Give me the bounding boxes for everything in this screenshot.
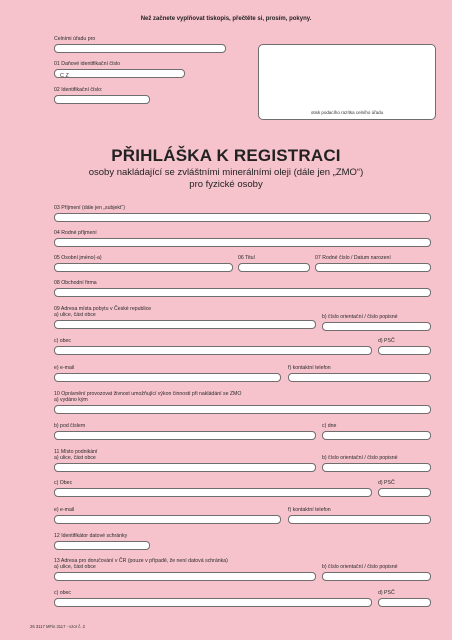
residence-header: 09 Adresa místa pobytu v České republice bbox=[54, 306, 152, 312]
tax-id-prefix: C Z bbox=[60, 73, 69, 79]
residence-house-no-field[interactable] bbox=[322, 322, 431, 331]
academic-title-field[interactable] bbox=[238, 263, 310, 272]
business-street-field[interactable] bbox=[54, 463, 316, 472]
customs-office-label: Celními úřadu pro bbox=[54, 36, 96, 42]
license-date-field[interactable] bbox=[322, 431, 431, 440]
delivery-city-field[interactable] bbox=[54, 598, 372, 607]
delivery-zip-field[interactable] bbox=[378, 598, 431, 607]
license-issued-by-field[interactable] bbox=[54, 405, 431, 414]
birth-surname-label: 04 Rodné příjmení bbox=[54, 230, 97, 236]
residence-city-field[interactable] bbox=[54, 346, 372, 355]
residence-zip-field[interactable] bbox=[378, 346, 431, 355]
business-city-label: c) Obec bbox=[54, 480, 73, 486]
business-city-field[interactable] bbox=[54, 488, 372, 497]
birth-number-label: 07 Rodné číslo / Datum narození bbox=[315, 255, 391, 261]
tax-id-label: 01 Daňové identifikační číslo bbox=[54, 61, 121, 67]
trade-name-field[interactable] bbox=[54, 288, 431, 297]
license-number-field[interactable] bbox=[54, 431, 316, 440]
business-house-no-field[interactable] bbox=[322, 463, 431, 472]
trade-name-label: 08 Obchodní firma bbox=[54, 280, 97, 286]
academic-title-label: 06 Titul bbox=[238, 255, 255, 261]
id-number-field[interactable] bbox=[54, 95, 150, 104]
birth-number-field[interactable] bbox=[315, 263, 431, 272]
surname-label: 03 Příjmení (dále jen „subjekt“) bbox=[54, 205, 125, 211]
business-zip-field[interactable] bbox=[378, 488, 431, 497]
residence-phone-label: f) kontaktní telefon bbox=[288, 365, 331, 371]
first-names-field[interactable] bbox=[54, 263, 233, 272]
business-street-label: a) ulice, část obce bbox=[54, 455, 96, 461]
business-phone-field[interactable] bbox=[288, 515, 431, 524]
business-zip-label: d) PSČ bbox=[378, 480, 395, 486]
business-phone-label: f) kontaktní telefon bbox=[288, 507, 331, 513]
residence-zip-label: d) PSČ bbox=[378, 338, 395, 344]
stamp-label: otisk podacího razítka celního úřadu bbox=[310, 110, 384, 115]
form-footer-code: 25 3117 MFin 3117 - vzor č. 2 bbox=[30, 624, 86, 629]
residence-email-field[interactable] bbox=[54, 373, 281, 382]
customs-office-field[interactable] bbox=[54, 44, 226, 53]
tax-id-field[interactable] bbox=[54, 69, 185, 78]
id-number-label: 02 Identifikační číslo: bbox=[54, 87, 103, 93]
delivery-house-no-field[interactable] bbox=[322, 572, 431, 581]
form-title: PŘIHLÁŠKA K REGISTRACI bbox=[111, 146, 341, 165]
license-issued-by-label: a) vydáno kým bbox=[54, 397, 88, 403]
residence-house-no-label: b) číslo orientační / číslo popisné bbox=[322, 314, 398, 320]
license-header: 10 Oprávnění provozovat živnost umožňující výkon činnosti při nakládání se ZMO bbox=[54, 391, 242, 397]
business-email-label: e) e-mail bbox=[54, 507, 75, 513]
delivery-street-label: a) ulice, část obce bbox=[54, 564, 96, 570]
residence-phone-field[interactable] bbox=[288, 373, 431, 382]
residence-street-label: a) ulice, část obce bbox=[54, 312, 96, 318]
first-names-label: 05 Osobní jméno(-a) bbox=[54, 255, 102, 261]
birth-surname-field[interactable] bbox=[54, 238, 431, 247]
residence-email-label: e) e-mail bbox=[54, 365, 75, 371]
databox-id-label: 12 Identifikátor datové schránky bbox=[54, 533, 128, 539]
delivery-header: 13 Adresa pro doručování v ČR (pouze v případě, že není datová schránka) bbox=[54, 558, 228, 564]
license-number-label: b) pod číslem bbox=[54, 423, 86, 429]
delivery-house-no-label: b) číslo orientační / číslo popisné bbox=[322, 564, 398, 570]
business-header: 11 Místo podnikání bbox=[54, 449, 98, 455]
delivery-zip-label: d) PSČ bbox=[378, 590, 395, 596]
delivery-city-label: c) obec bbox=[54, 590, 72, 596]
form-subtitle: osoby nakládající se zvláštními minerálními oleji (dále jen „ZMO“) bbox=[88, 167, 364, 178]
instructions-note: Než začnete vyplňovat tiskopis, přečtěte si, prosím, pokyny. bbox=[140, 16, 312, 22]
stamp-box bbox=[258, 44, 436, 120]
surname-field[interactable] bbox=[54, 213, 431, 222]
delivery-street-field[interactable] bbox=[54, 572, 316, 581]
business-house-no-label: b) číslo orientační / číslo popisné bbox=[322, 455, 398, 461]
residence-city-label: c) obec bbox=[54, 338, 72, 344]
databox-id-field[interactable] bbox=[54, 541, 150, 550]
business-email-field[interactable] bbox=[54, 515, 281, 524]
license-date-label: c) dne bbox=[322, 423, 337, 429]
residence-street-field[interactable] bbox=[54, 320, 316, 329]
form-subtitle-2: pro fyzické osoby bbox=[189, 179, 263, 190]
